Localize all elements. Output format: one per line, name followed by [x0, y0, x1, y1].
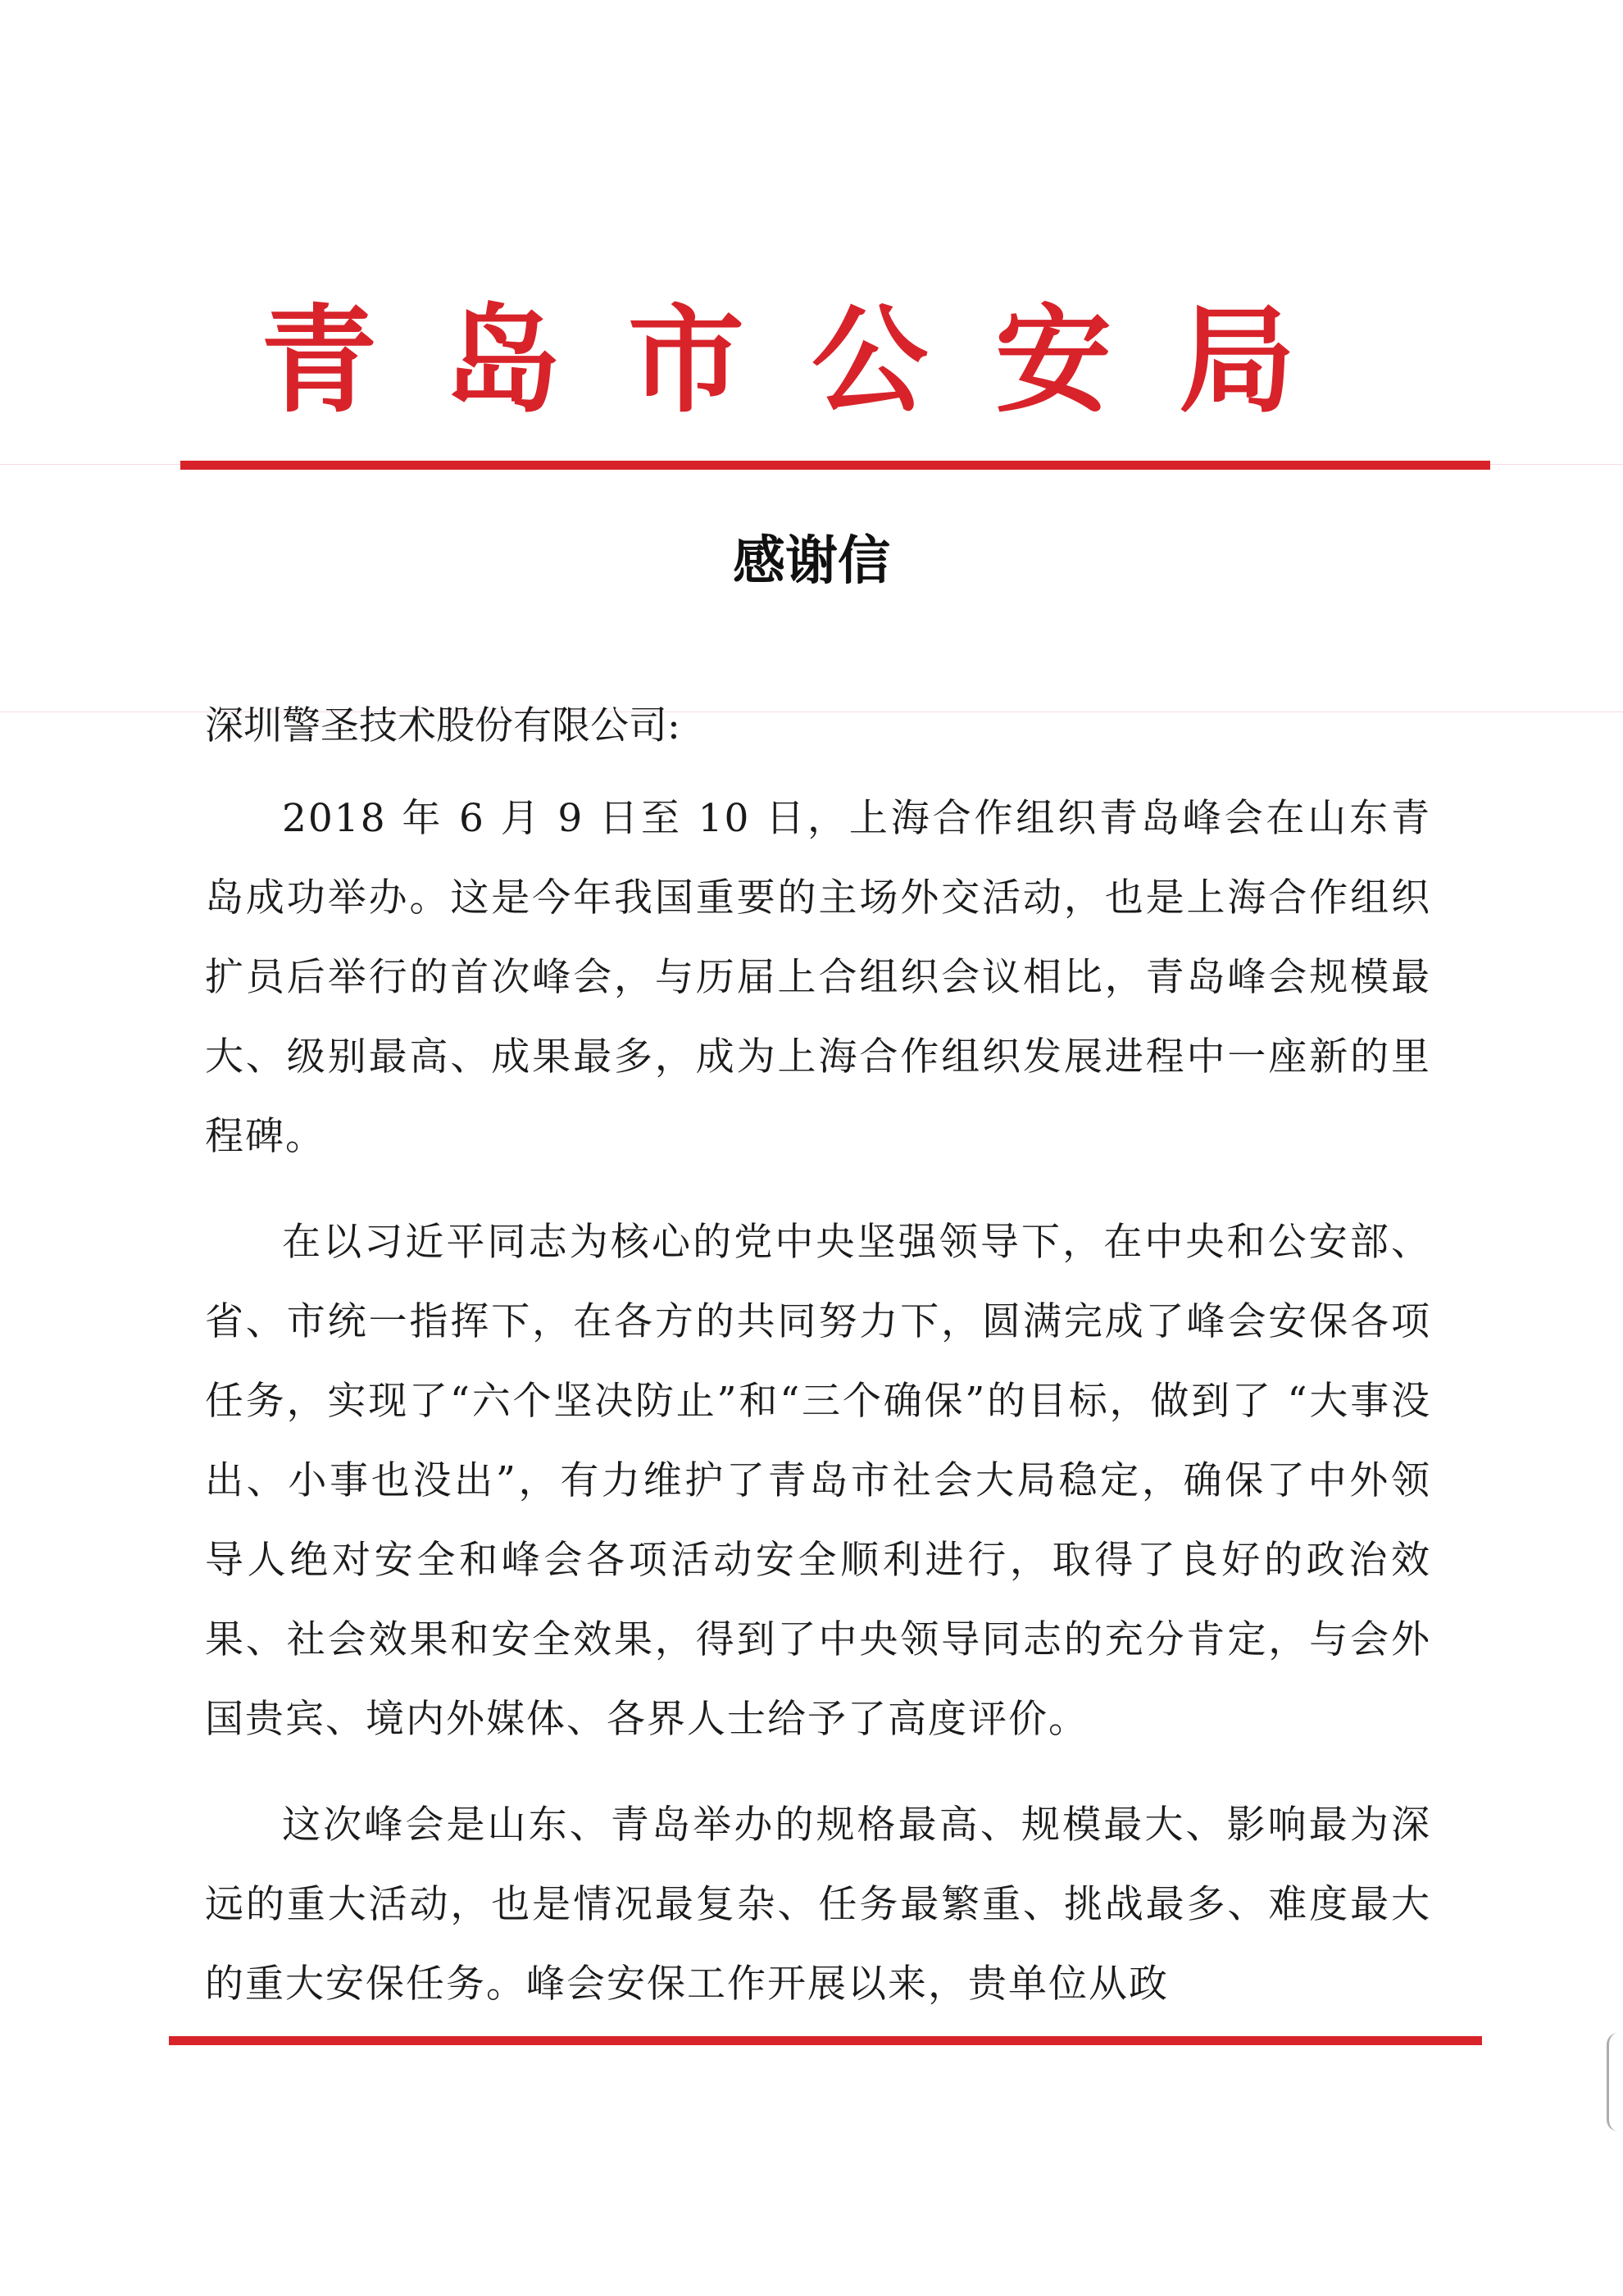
letter-salutation: 深圳警圣技术股份有限公司: [205, 703, 680, 748]
footer-red-rule [169, 2036, 1482, 2045]
body-paragraph: 在以习近平同志为核心的党中央坚强领导下，在中央和公安部、省、市统一指挥下，在各方的共同努力下，圆满完成了峰会安保各项任务，实现了“六个坚决防止”和“三个确保”的目标，做到了 “大事没出、小事也没出”，有力维护了青岛市社会大局稳定，确保了中外领导人绝对安全和峰会各项活动安全顺利进行，取得了良好的政治效果、社会效果和安全效果，得到了中央领导同志的充分肯定，与会外国贵宾、境内外媒体、各界人士给予了高度评价。 [205, 1220, 1431, 1742]
body-paragraph: 2018 年 6 月 9 日至 10 日，上海合作组织青岛峰会在山东青岛成功举办。这是今年我国重要的主场外交活动，也是上海合作组织扩员后举行的首次峰会，与历届上合组织会议相比，青岛峰会规模最大、级别最高、成果最多，成为上海合作组织发展进程中一座新的里程碑。 [205, 796, 1431, 1159]
letterhead-organization: 青岛市公安局 [261, 293, 1362, 429]
body-paragraph: 这次峰会是山东、青岛举办的规格最高、规模最大、影响最为深远的重大活动，也是情况最复杂、任务最繁重、挑战最多、难度最大的重大安保任务。峰会安保工作开展以来，贵单位从政 [205, 1803, 1431, 2007]
scan-edge-mark [1607, 2033, 1621, 2131]
letter-body [205, 779, 1431, 2050]
letter-title: 感谢信 [733, 531, 890, 592]
letterhead-red-rule [180, 461, 1490, 470]
